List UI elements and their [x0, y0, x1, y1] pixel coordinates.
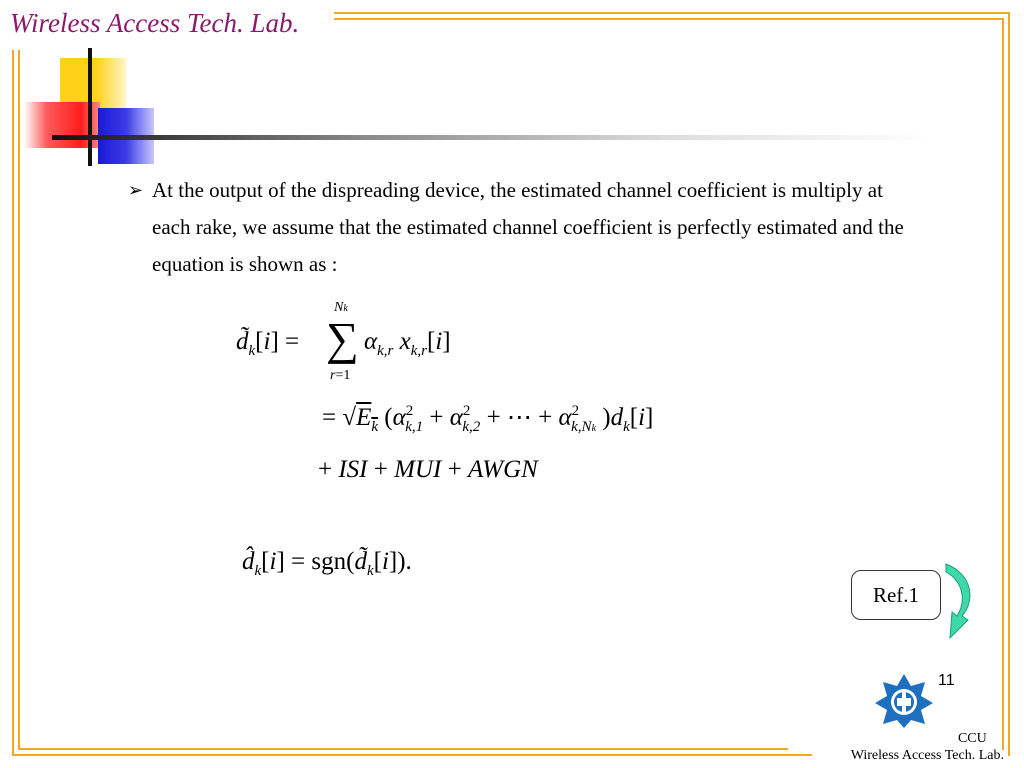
equation-2: = $√E_k$ ($\alpha^2_{k,1} + \alpha^2_{k,2}$ + ⋯ + $\alpha^2_{k,Nk}$ )$d_k[i]$ — [322, 403, 654, 435]
arrow-bullet-icon: ➢ — [128, 180, 144, 200]
bullet-text: At the output of the dispreading device, the estimated channel coefficient is multiply at each rake, we assume that the estimated channel coefficient is perfectly estimated and the equation is shown as : — [152, 178, 904, 276]
curved-arrow-icon — [942, 560, 976, 642]
eq1-rhs: $\alpha_{k,r}$ $x_{k,r}[i]$ — [364, 328, 451, 359]
page-number: 11 — [938, 672, 955, 689]
ccu-emblem-icon — [873, 672, 935, 730]
equation-1 — [236, 328, 299, 360]
frame-top-outer — [334, 12, 1010, 14]
ref-button[interactable]: Ref.1 — [851, 570, 941, 620]
decor-vertical-line — [88, 48, 92, 166]
bullet-paragraph — [128, 172, 918, 283]
frame-right-inner — [1002, 18, 1004, 750]
frame-top-inner — [334, 18, 1004, 20]
sigma-symbol: ∑ — [326, 313, 359, 364]
footer-org: CCU — [957, 731, 987, 746]
frame-right-outer — [1008, 12, 1010, 756]
frame-left-inner — [18, 50, 20, 750]
eq1-lhs: $d̃_k[i]$ = — [236, 328, 300, 359]
decor-horizontal-line — [52, 135, 932, 140]
equation-4: $d̂_k[i]$ = $sgn(d̃_k[i])$. — [242, 548, 412, 579]
frame-bottom-outer — [12, 754, 812, 756]
footer-lab: Wireless Access Tech. Lab. — [850, 748, 1004, 763]
eq1-sum-bottom: r=1 — [330, 368, 351, 383]
eq1-sum-top: Nk — [334, 300, 348, 315]
footer — [851, 730, 1004, 764]
frame-bottom-inner — [18, 748, 788, 750]
lab-title: Wireless Access Tech. Lab. — [10, 8, 305, 39]
frame-left-outer — [12, 50, 14, 756]
equation-3: + ISI + MUI + AWGN — [318, 456, 538, 483]
